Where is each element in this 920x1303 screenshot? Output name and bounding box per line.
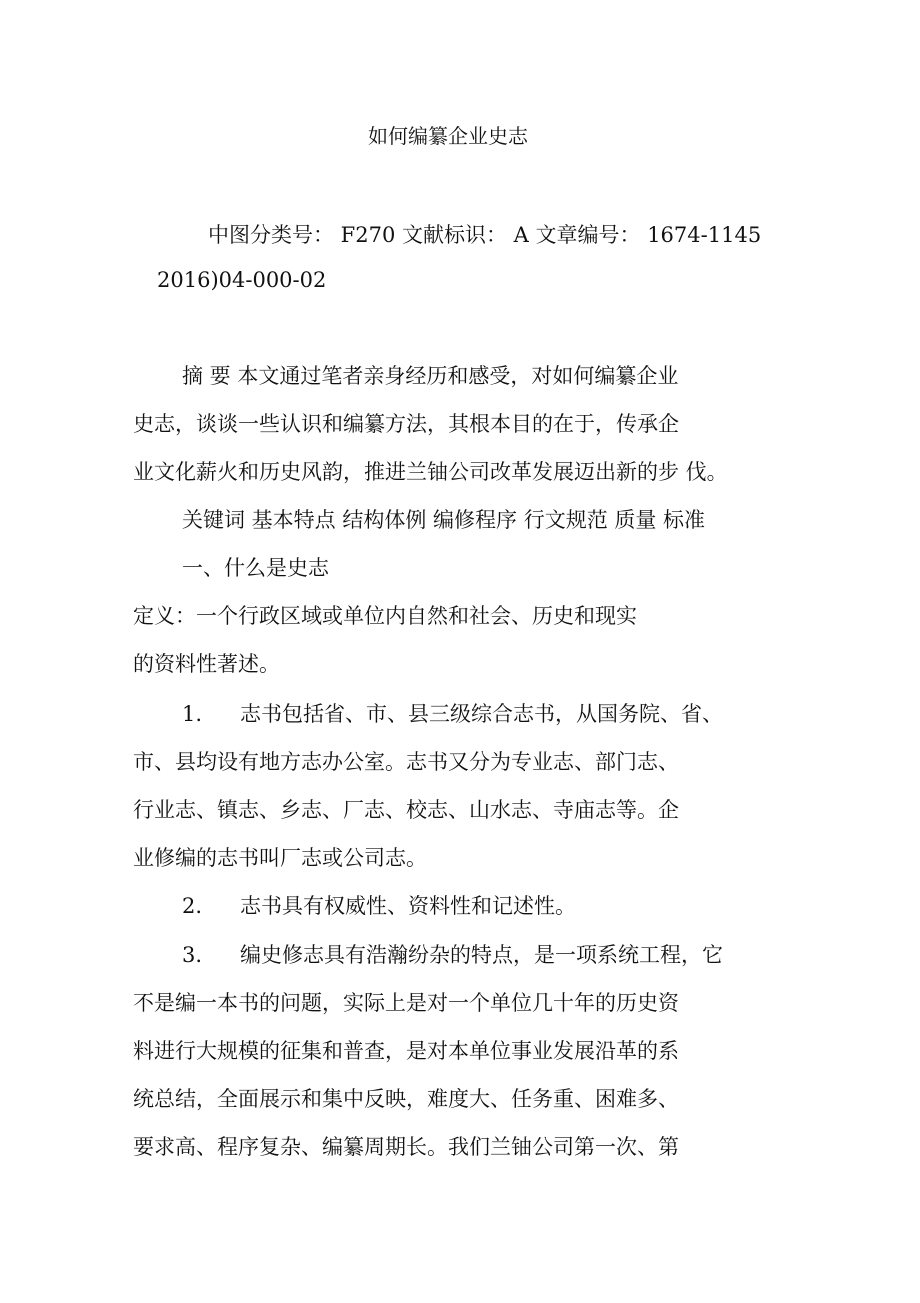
section-heading: 一、什么是史志	[182, 556, 329, 580]
item-1-text-line-1: 志书包括省、市、县三级综合志书，从国务院、省、	[240, 702, 723, 726]
item-1-first-line	[182, 699, 723, 729]
item-1-text-line-4: 业修编的志书叫厂志或公司志。	[133, 846, 427, 870]
document-title: 如何编纂企业史志	[368, 124, 528, 148]
item-3-text-line-2: 不是编一本书的问题，实际上是对一个单位几十年的历史资	[133, 991, 679, 1015]
item-3-first-line	[182, 940, 723, 970]
item-2-line	[182, 891, 576, 921]
abstract-line-1: 摘 要 本文通过笔者亲身经历和感受，对如何编纂企业	[182, 364, 679, 388]
classification-meta-line-2: 2016)04-000-02	[157, 268, 327, 292]
item-3-number: 3.	[182, 943, 203, 967]
definition-line-2: 的资料性著述。	[133, 652, 280, 676]
item-3-text-line-5: 要求高、程序复杂、编纂周期长。我们兰铀公司第一次、第	[133, 1135, 679, 1159]
item-1-text-line-2: 市、县均设有地方志办公室。志书又分为专业志、部门志、	[133, 750, 679, 774]
definition-line-1: 定义：一个行政区域或单位内自然和社会、历史和现实	[133, 604, 637, 628]
item-1-text-line-3: 行业志、镇志、乡志、厂志、校志、山水志、寺庙志等。企	[133, 798, 679, 822]
item-2-text-line-1: 志书具有权威性、资料性和记述性。	[240, 894, 576, 918]
item-1-number: 1.	[182, 702, 203, 726]
item-3-text-line-4: 统总结，全面展示和集中反映，难度大、任务重、困难多、	[133, 1087, 679, 1111]
item-2-number: 2.	[182, 894, 203, 918]
abstract-line-3: 业文化薪火和历史风韵，推进兰铀公司改革发展迈出新的步 伐。	[133, 460, 728, 484]
item-3-text-line-3: 料进行大规模的征集和普查，是对本单位事业发展沿革的系	[133, 1039, 679, 1063]
keywords-line: 关键词 基本特点 结构体例 编修程序 行文规范 质量 标准	[182, 508, 706, 532]
abstract-line-2: 史志，谈谈一些认识和编纂方法，其根本目的在于，传承企	[133, 412, 679, 436]
item-3-text-line-1: 编史修志具有浩瀚纷杂的特点，是一项系统工程，它	[240, 943, 723, 967]
classification-meta-line-1: 中图分类号： F270 文献标识： A 文章编号： 1674-1145	[208, 223, 762, 247]
